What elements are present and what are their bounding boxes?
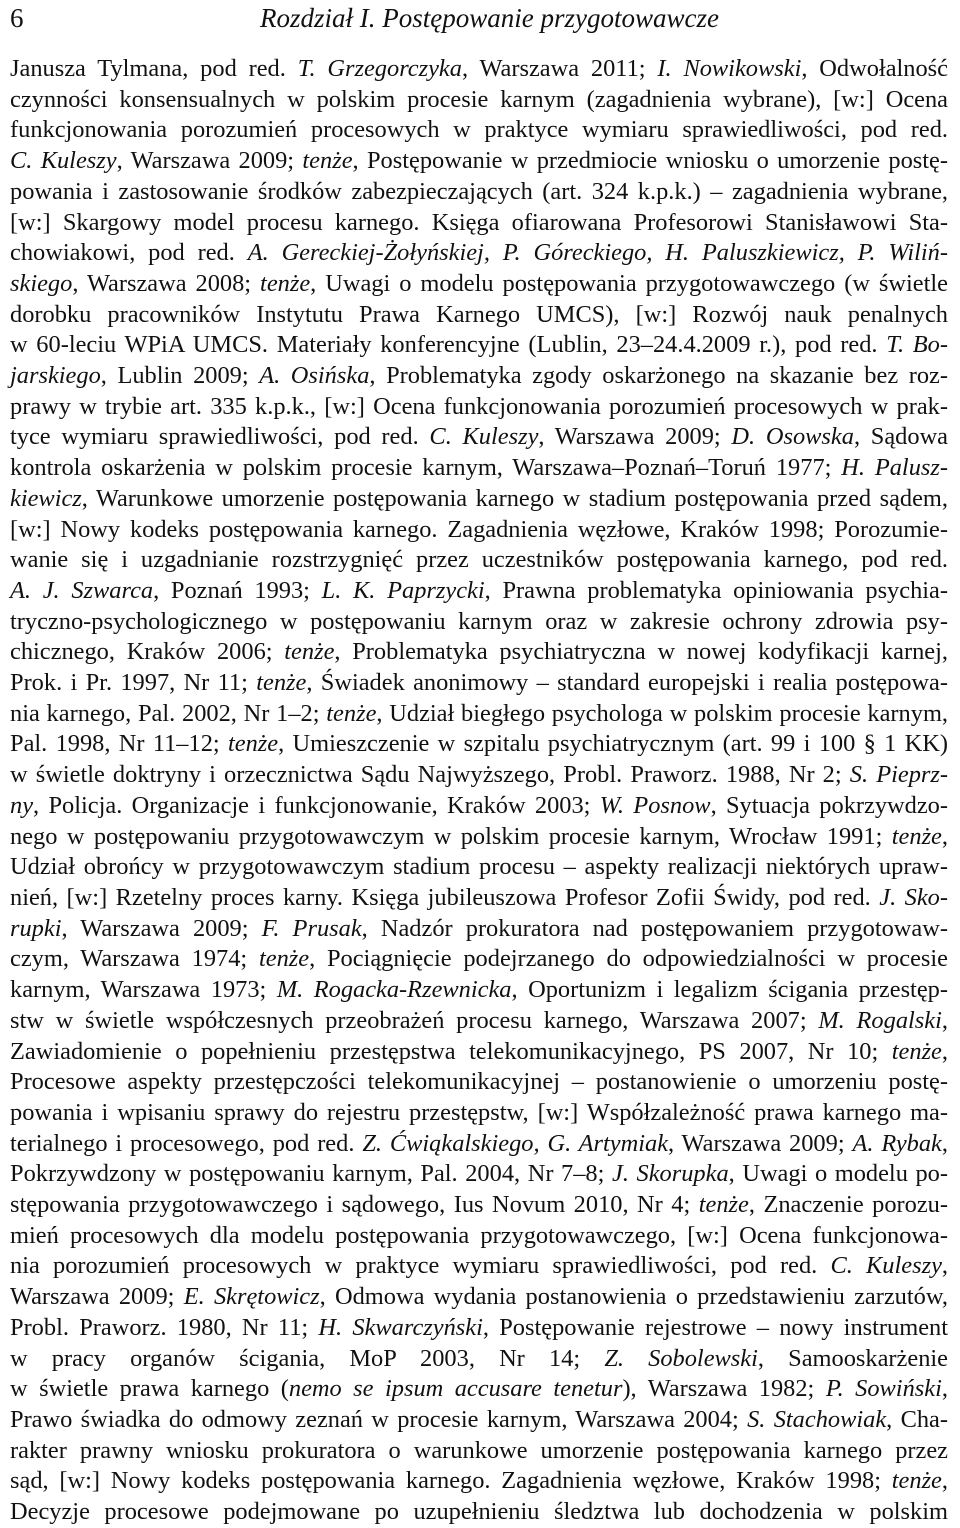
text-segment: , — [941, 1467, 948, 1495]
text-line — [10, 422, 948, 453]
italic-segment: tenże — [260, 269, 311, 297]
text-segment: chicznego, Kraków 2006; — [10, 638, 285, 666]
text-line — [10, 453, 948, 484]
italic-segment: tenże — [302, 147, 353, 175]
text-segment: prawy w trybie art. 335 k.p.k., [w:] Ocena funkcjonowania porozumień procesowych w prak- — [10, 392, 948, 420]
text-line — [10, 1159, 948, 1190]
text-segment: nia porozumień procesowych w praktyce wymiaru sprawiedliwości, pod red. — [10, 1252, 831, 1280]
text-segment: tryczno-psychologicznego w postępowaniu karnym oraz w zakresie ochrony zdrowia psy- — [10, 607, 948, 635]
text-segment: Udział obrońcy w przygotowawczym stadium procesu – aspekty realizacji niektórych upraw- — [10, 853, 948, 881]
page-header — [10, 0, 948, 54]
text-line — [10, 760, 948, 791]
italic-segment: H. Skwarczyński — [318, 1313, 483, 1341]
italic-segment: tenże — [891, 1467, 942, 1495]
text-line — [10, 944, 948, 975]
text-line — [10, 1251, 948, 1282]
italic-segment: S. Stachowiak — [747, 1405, 887, 1433]
text-segment: Zawiadomienie o popełnieniu przestępstwa telekomunikacyjnego, PS 2007, Nr 10; — [10, 1037, 892, 1065]
running-head: Rozdział I. Postępowanie przygotowawcze — [260, 3, 719, 33]
text-line — [10, 269, 948, 300]
text-segment: Procesowe aspekty przestępczości telekomunikacyjnej – postanowienie o umorzeniu postę- — [10, 1068, 948, 1096]
text-segment: , Cha- — [886, 1405, 949, 1433]
text-line — [10, 238, 948, 269]
italic-segment: J. Sko- — [879, 883, 948, 911]
text-segment: stw w świetle współczesnych przeobrażeń procesu karnego, Warszawa 2007; — [10, 1006, 819, 1034]
italic-segment: H. Palusz- — [841, 454, 949, 482]
italic-segment: skiego — [10, 269, 73, 297]
text-line — [10, 54, 948, 85]
italic-segment: D. Osowska — [731, 423, 854, 451]
text-line — [10, 729, 948, 760]
text-segment: , Warszawa 2009; — [61, 914, 262, 942]
text-line — [10, 1405, 948, 1436]
italic-segment: tenże — [256, 669, 307, 697]
text-segment: , Sytuacja pokrzywdzo- — [710, 791, 948, 819]
text-segment: , Problematyka psychiatryczna w nowej kodyfikacji karnej, — [334, 638, 948, 666]
text-segment: tyce wymiaru sprawiedliwości, pod red. — [10, 423, 430, 451]
italic-segment: C. Kuleszy — [830, 1252, 942, 1280]
text-segment: , Znaczenie porozu- — [748, 1191, 948, 1219]
text-line — [10, 1374, 948, 1405]
text-line — [10, 1129, 948, 1160]
text-segment: , — [941, 1129, 948, 1157]
text-segment: , Poznań 1993; — [153, 576, 322, 604]
text-line — [10, 146, 948, 177]
text-line — [10, 1466, 948, 1497]
text-segment: sąd, [w:] Nowy kodeks postępowania karnego. Zagadnienia węzłowe, Kraków 1998; — [10, 1467, 892, 1495]
text-line — [10, 576, 948, 607]
italic-segment: nemo se ipsum accusare tenetur — [288, 1375, 623, 1403]
text-segment: , Postępowanie w przedmiocie wniosku o umorzenie postę- — [352, 147, 948, 175]
text-segment: , Warszawa 2009; — [668, 1129, 853, 1157]
text-segment: funkcjonowania porozumień procesowych w praktyce wymiaru sprawiedliwości, pod red. — [10, 116, 948, 144]
italic-segment: A. Gereckiej-Żołyńskiej, P. Góreckiego, H. Paluszkiewicz, P. Wiliń- — [247, 239, 948, 267]
text-line — [10, 883, 948, 914]
text-line — [10, 85, 948, 116]
italic-segment: Z. Sobolewski — [604, 1344, 758, 1372]
italic-segment: tenże — [698, 1191, 749, 1219]
text-line — [10, 1190, 948, 1221]
italic-segment: tenże — [258, 945, 310, 973]
italic-segment: A. Rybak — [852, 1129, 942, 1157]
text-line — [10, 1497, 948, 1528]
italic-segment: jarskiego — [10, 362, 101, 390]
text-segment: , Świadek anonimowy – standard europejski i realia postępowa- — [306, 669, 948, 697]
italic-segment: S. Pieprz- — [849, 761, 948, 789]
italic-segment: tenże — [891, 1037, 942, 1065]
text-segment: powania i wpisaniu sprawy do rejestru przestępstw, [w:] Współzależność prawa karnego ma- — [10, 1098, 948, 1126]
text-segment: , — [941, 1375, 948, 1403]
text-segment: karnym, Warszawa 1973; — [10, 976, 277, 1004]
italic-segment: P. Sowiński — [825, 1375, 942, 1403]
text-segment: , Lublin 2009; — [100, 362, 260, 390]
text-segment: nień, [w:] Rzetelny proces karny. Księga jubileuszowa Profesor Zofii Świdy, pod red. — [10, 883, 880, 911]
text-segment: , Problematyka zgody oskarżonego na skazanie bez roz- — [369, 362, 948, 390]
text-segment: , Sądowa — [853, 423, 949, 451]
italic-segment: tenże — [326, 699, 377, 727]
text-segment: w pracy organów ścigania, MoP 2003, Nr 14; — [10, 1344, 605, 1372]
text-line — [10, 1313, 948, 1344]
text-line — [10, 1006, 948, 1037]
text-line — [10, 1098, 948, 1129]
text-segment: [w:] Nowy kodeks postępowania karnego. Zagadnienia węzłowe, Kraków 1998; Porozumie- — [10, 515, 948, 543]
text-segment: , Nadzór prokuratora nad postępowaniem przygotowaw- — [361, 914, 948, 942]
text-line — [10, 791, 948, 822]
text-line — [10, 208, 948, 239]
text-segment: Janusza Tylmana, pod red. — [10, 55, 298, 82]
text-line — [10, 1221, 948, 1252]
text-segment: Warszawa 2009; — [10, 1283, 184, 1311]
text-segment: , Udział biegłego psychologa w polskim procesie karnym, — [376, 699, 949, 727]
text-segment: nia karnego, Pal. 2002, Nr 1–2; — [10, 699, 327, 727]
text-segment: rakter prawny wniosku prokuratora o warunkowe umorzenie postępowania karnego przez — [10, 1436, 948, 1464]
text-segment: Decyzje procesowe podejmowane po uzupełnieniu śledztwa lub dochodzenia w polskim — [10, 1498, 948, 1526]
text-segment: kontrola oskarżenia w polskim procesie karnym, Warszawa–Poznań–Toruń 1977; — [10, 454, 842, 482]
text-line — [10, 607, 948, 638]
text-segment: , Oportunizm i legalizm ścigania przestęp- — [511, 976, 948, 1004]
text-line — [10, 392, 948, 423]
text-segment: , Warszawa 2009; — [116, 147, 303, 175]
text-segment: ), Warszawa 1982; — [622, 1375, 826, 1403]
text-segment: , Warunkowe umorzenie postępowania karnego w stadium postępowania przed sądem, — [81, 484, 948, 512]
text-segment: Probl. Praworz. 1980, Nr 11; — [10, 1313, 319, 1341]
italic-segment: C. Kuleszy — [10, 147, 117, 175]
italic-segment: T. Bo- — [886, 331, 948, 359]
text-segment: wanie się i uzgadnianie rozstrzygnięć przez uczestników postępowania karnego, pod red. — [10, 546, 948, 574]
italic-segment: M. Rogacka-Rzewnicka — [276, 976, 512, 1004]
text-segment: , Prawna problematyka opiniowania psychia- — [484, 576, 948, 604]
text-line — [10, 1282, 948, 1313]
text-line — [10, 914, 948, 945]
text-segment: , — [941, 822, 948, 850]
text-line — [10, 637, 948, 668]
text-segment: chowiakowi, pod red. — [10, 239, 248, 267]
text-segment: w świetle doktryny i orzecznictwa Sądu Najwyższego, Probl. Praworz. 1988, Nr 2; — [10, 761, 850, 789]
text-segment: , Warszawa 2009; — [538, 423, 732, 451]
text-segment: , Uwagi o modelu po- — [728, 1160, 948, 1188]
text-segment: Prok. i Pr. 1997, Nr 11; — [10, 669, 257, 697]
text-line — [10, 1037, 948, 1068]
text-segment: , — [941, 1252, 948, 1280]
text-segment: czym, Warszawa 1974; — [10, 945, 259, 973]
text-line — [10, 115, 948, 146]
text-line — [10, 668, 948, 699]
italic-segment: M. Rogalski — [818, 1006, 942, 1034]
text-line — [10, 699, 948, 730]
italic-segment: Z. Ćwiąkalskiego, G. Artymiak — [362, 1129, 669, 1157]
text-segment: Prawo świadka do odmowy zeznań w procesie karnym, Warszawa 2004; — [10, 1405, 748, 1433]
text-segment: , Samooskarżenie — [757, 1344, 948, 1372]
text-segment: w świetle prawa karnego ( — [10, 1375, 289, 1403]
text-line — [10, 330, 948, 361]
text-segment: , Policja. Organizacje i funkcjonowanie, Kraków 2003; — [33, 791, 600, 819]
footnote-text — [10, 54, 948, 1528]
text-line — [10, 1067, 948, 1098]
text-segment: , — [941, 1037, 948, 1065]
italic-segment: C. Kuleszy — [429, 423, 539, 451]
text-line — [10, 852, 948, 883]
italic-segment: J. Skorupka — [612, 1160, 729, 1188]
text-segment: powania i zastosowanie środków zabezpieczających (art. 324 k.p.k.) – zagadnienia wybrane, — [10, 177, 948, 205]
text-segment: , Odmowa wydania postanowienia o przedstawieniu zarzutów, — [319, 1283, 948, 1311]
italic-segment: A. J. Szwarca — [10, 576, 154, 604]
text-segment: stępowania przygotowawczego i sądowego, Ius Novum 2010, Nr 4; — [10, 1191, 699, 1219]
text-segment: dorobku pracowników Instytutu Prawa Karnego UMCS), [w:] Rozwój nauk penalnych — [10, 300, 948, 328]
italic-segment: tenże — [284, 638, 335, 666]
text-line — [10, 515, 948, 546]
text-line — [10, 177, 948, 208]
text-line — [10, 975, 948, 1006]
text-segment: w 60-leciu WPiA UMCS. Materiały konferencyjne (Lublin, 23–24.4.2009 r.), pod red. — [10, 331, 887, 359]
text-segment: czynności konsensualnych w polskim procesie karnym (zagadnienia wybrane), [w:] Ocena — [10, 85, 948, 113]
text-segment: , Pociągnięcie podejrzanego do odpowiedzialności w procesie — [309, 945, 948, 973]
italic-segment: T. Grzegorczyka — [297, 55, 462, 82]
text-line — [10, 545, 948, 576]
text-line — [10, 361, 948, 392]
italic-segment: A. Osińska — [259, 362, 370, 390]
italic-segment: rupki — [10, 914, 62, 942]
italic-segment: E. Skrętowicz — [183, 1283, 320, 1311]
text-segment: Pokrzywdzony w postępowaniu karnym, Pal. 2004, Nr 7–8; — [10, 1160, 612, 1188]
text-segment: , Postępowanie rejestrowe – nowy instrument — [482, 1313, 948, 1341]
italic-segment: I. Nowikowski — [657, 55, 802, 82]
italic-segment: tenże — [228, 730, 279, 758]
text-segment: , Warszawa 2008; — [72, 269, 261, 297]
text-line — [10, 822, 948, 853]
text-segment: [w:] Skargowy model procesu karnego. Księga ofiarowana Profesorowi Stanisławowi Sta- — [10, 208, 948, 236]
italic-segment: kiewicz — [10, 484, 82, 512]
text-segment: , Warszawa 2011; — [461, 55, 658, 82]
text-segment: mień procesowych dla modelu postępowania przygotowawczego, [w:] Ocena funkcjonowa- — [10, 1221, 948, 1249]
text-segment: , Uwagi o modelu postępowania przygotowawczego (w świetle — [310, 269, 948, 297]
text-line — [10, 484, 948, 515]
text-segment: , — [941, 1006, 948, 1034]
italic-segment: W. Posnow — [599, 791, 711, 819]
text-line — [10, 1344, 948, 1375]
text-segment: , Umieszczenie w szpitalu psychiatrycznym (art. 99 i 100 § 1 KK) — [278, 730, 949, 758]
text-segment: terialnego i procesowego, pod red. — [10, 1129, 363, 1157]
text-segment: , Odwołalność — [801, 55, 949, 82]
italic-segment: ny — [10, 791, 34, 819]
text-segment: nego w postępowaniu przygotowawczym w polskim procesie karnym, Wrocław 1991; — [10, 822, 892, 850]
text-line — [10, 1436, 948, 1467]
text-segment: Pal. 1998, Nr 11–12; — [10, 730, 228, 758]
italic-segment: tenże — [891, 822, 942, 850]
page-number: 6 — [10, 3, 24, 33]
text-line — [10, 300, 948, 331]
italic-segment: L. K. Paprzycki — [321, 576, 485, 604]
italic-segment: F. Prusak — [261, 914, 362, 942]
